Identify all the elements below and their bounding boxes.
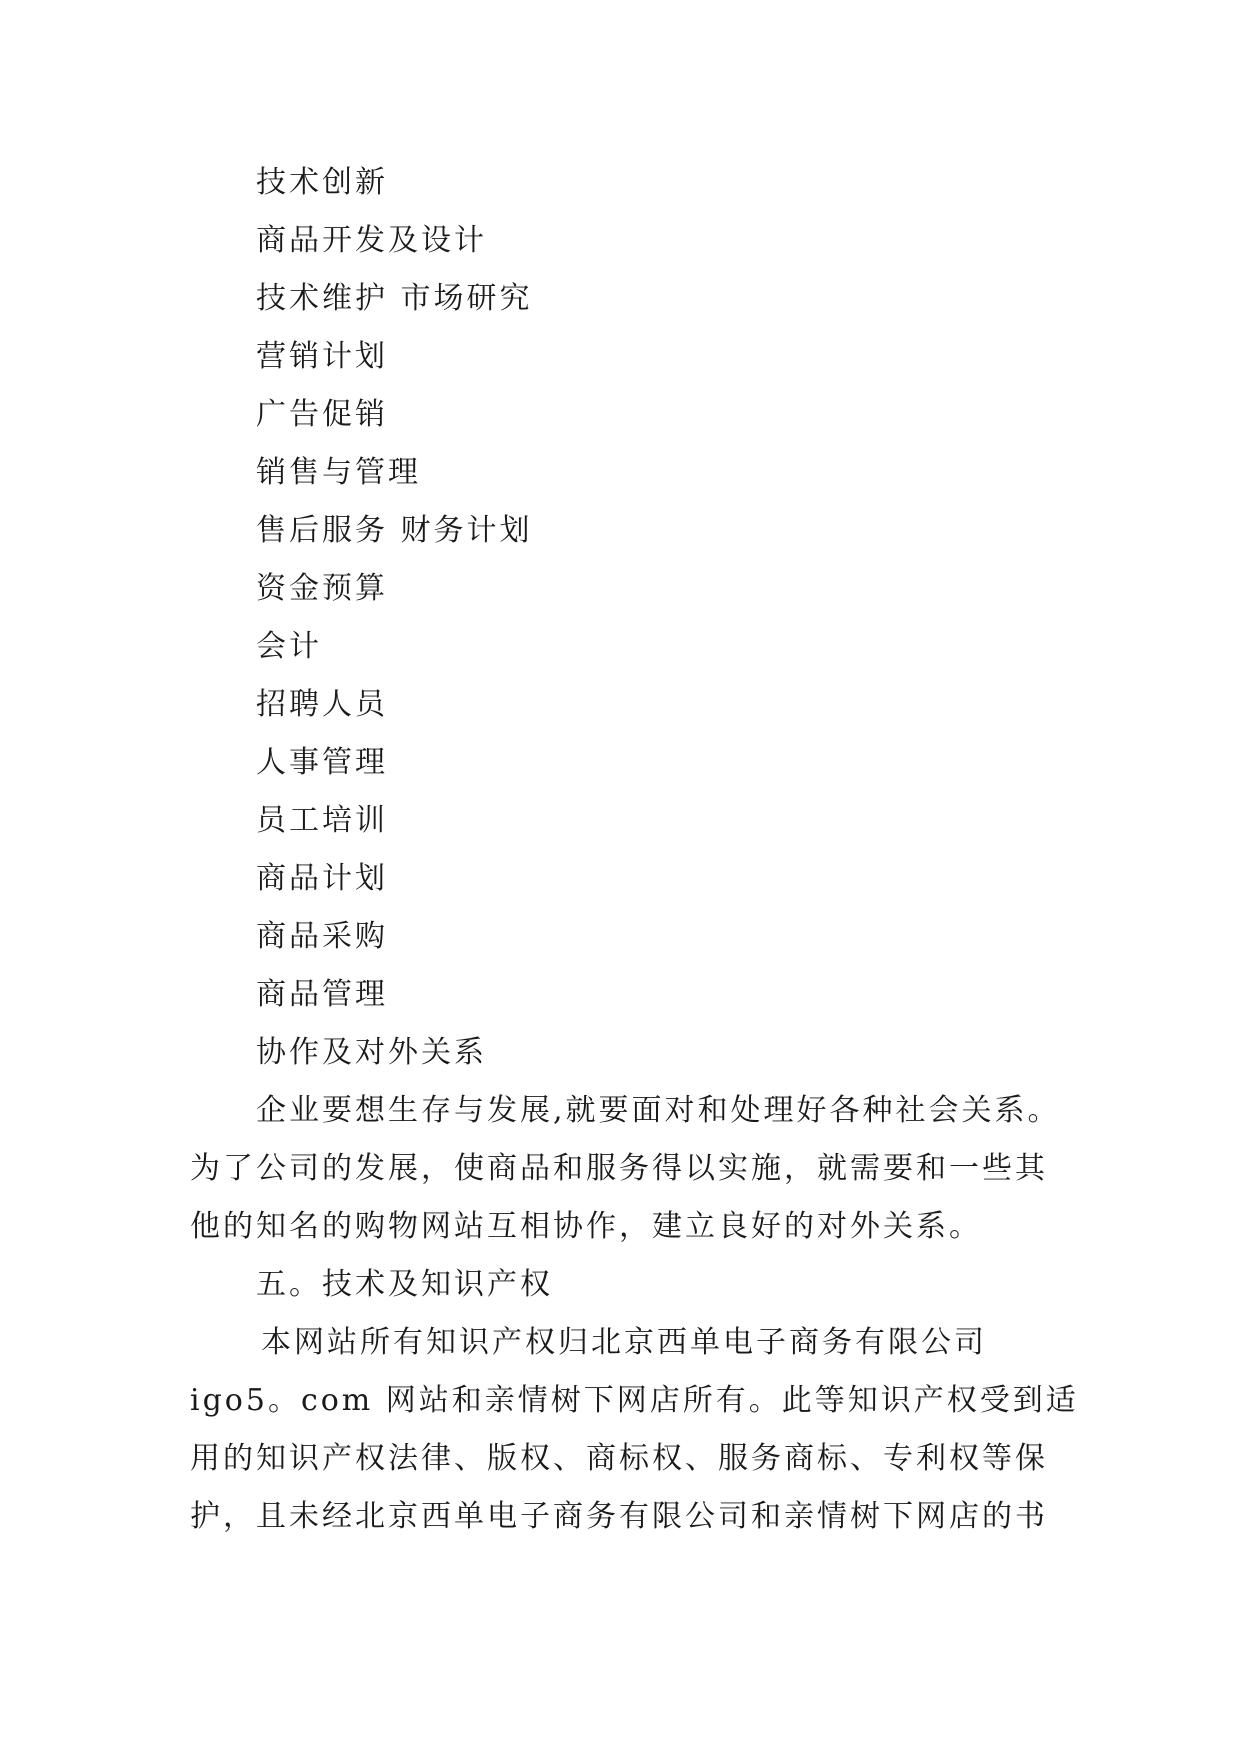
list-item: 广告促销 <box>256 397 388 432</box>
list-item: 技术创新 <box>256 165 388 200</box>
paragraph-line: 护，且未经北京西单电子商务有限公司和亲情树下网店的书 <box>190 1499 1048 1534</box>
list-item: 商品开发及设计 <box>256 223 487 258</box>
list-item: 资金预算 <box>256 571 388 606</box>
list-item: 技术维护 市场研究 <box>256 281 533 316</box>
list-item: 招聘人员 <box>256 687 388 722</box>
list-item: 协作及对外关系 <box>256 1035 487 1070</box>
list-item: 人事管理 <box>256 745 388 780</box>
paragraph-line: 用的知识产权法律、版权、商标权、服务商标、专利权等保 <box>190 1441 1048 1476</box>
list-item: 会计 <box>256 629 322 664</box>
section-heading: 五。技术及知识产权 <box>256 1267 553 1302</box>
paragraph-line: 本网站所有知识产权归北京西单电子商务有限公司 <box>261 1325 987 1360</box>
list-item: 商品采购 <box>256 919 388 954</box>
list-item: 销售与管理 <box>256 455 421 490</box>
document-body <box>190 154 1079 1546</box>
paragraph-line: igo5。com 网站和亲情树下网店所有。此等知识产权受到适 <box>190 1383 1079 1418</box>
list-item: 商品管理 <box>256 977 388 1012</box>
list-item: 商品计划 <box>256 861 388 896</box>
list-item: 员工培训 <box>256 803 388 838</box>
list-item: 营销计划 <box>256 339 388 374</box>
paragraph-line: 他的知名的购物网站互相协作，建立良好的对外关系。 <box>190 1209 982 1244</box>
list-item: 售后服务 财务计划 <box>256 513 533 548</box>
paragraph-line: 企业要想生存与发展,就要面对和处理好各种社会关系。 <box>256 1093 1061 1128</box>
paragraph-line: 为了公司的发展，使商品和服务得以实施，就需要和一些其 <box>190 1151 1048 1186</box>
